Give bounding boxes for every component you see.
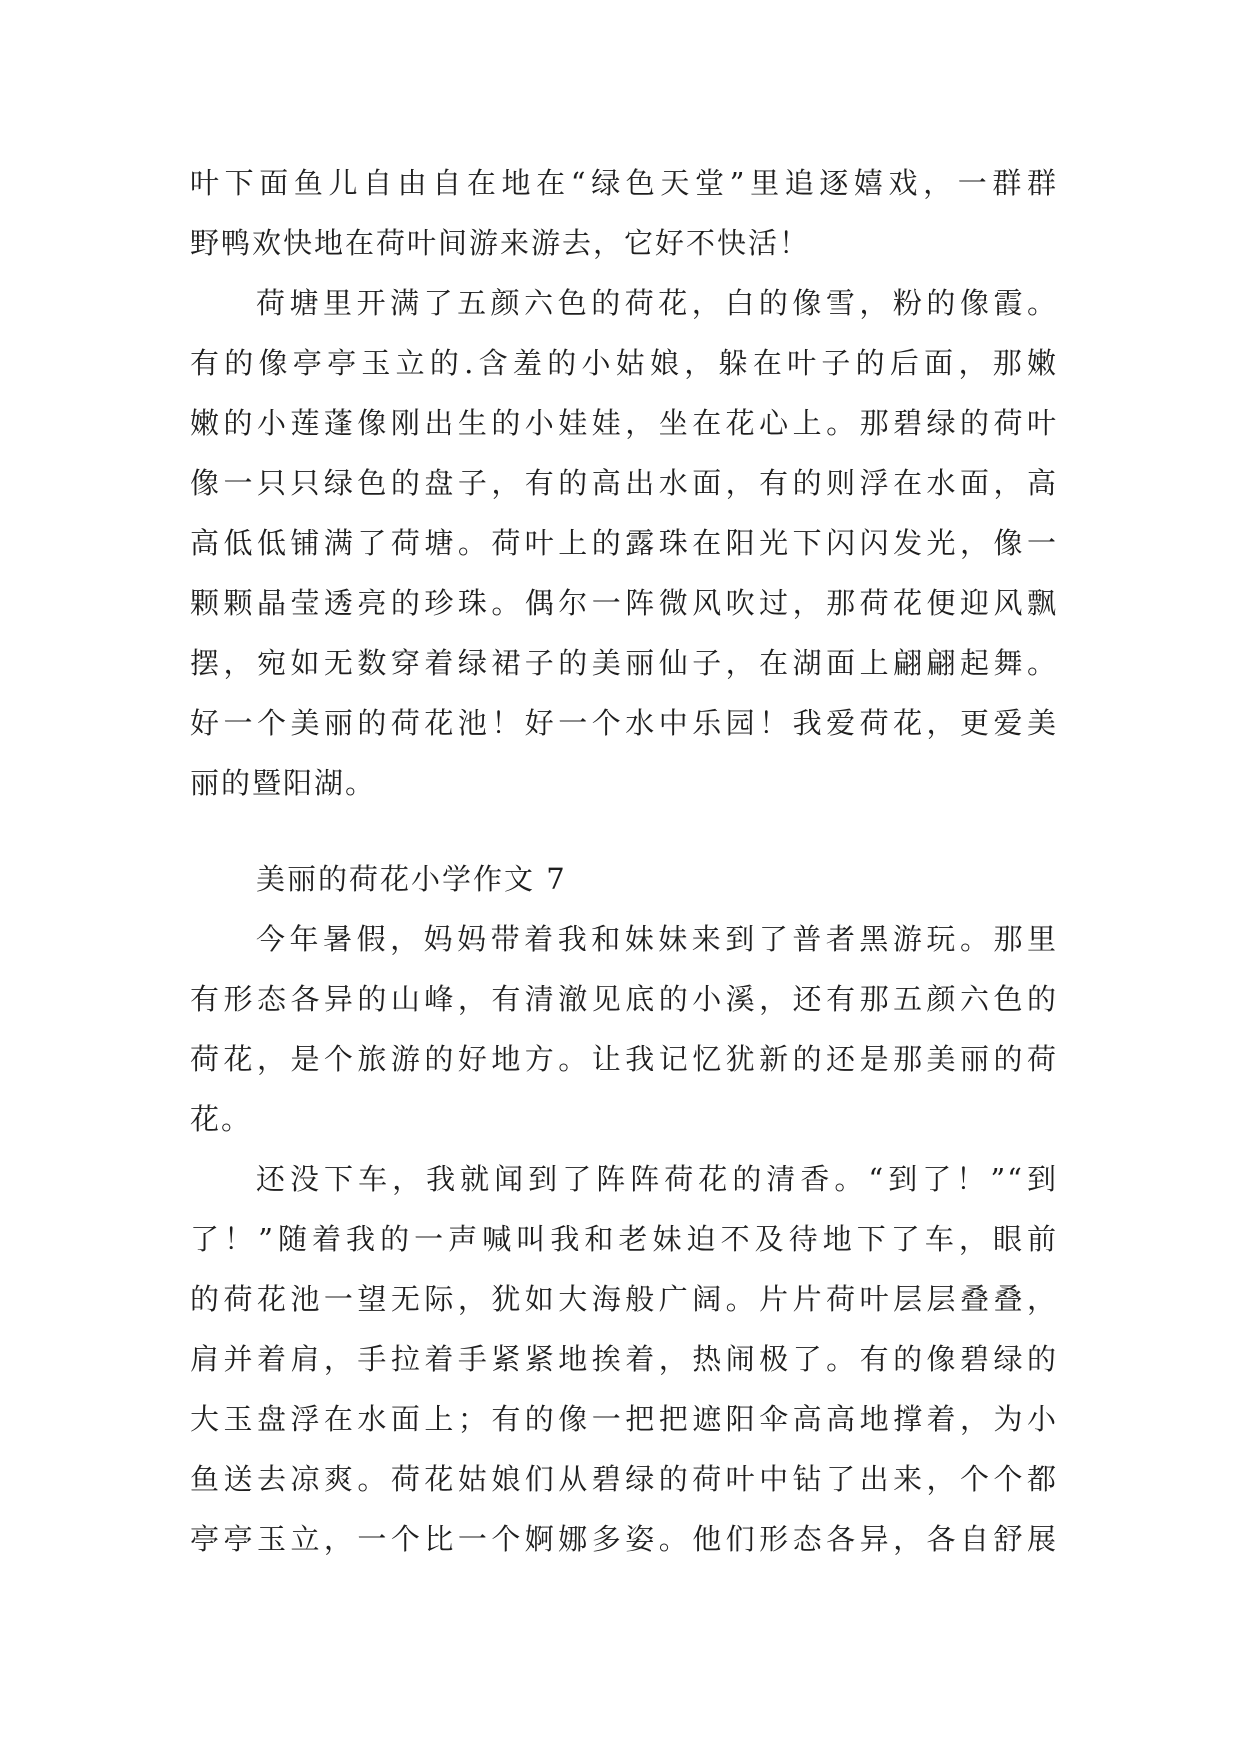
text-line: 叶下面鱼儿自由自在地在“绿色天堂”里追逐嬉戏，一群群 [190, 166, 1058, 200]
essay-title: 美丽的荷花小学作文 7 [256, 862, 567, 896]
paragraph [190, 1149, 1058, 1569]
text-line: 荷花，是个旅游的好地方。让我记忆犹新的还是那美丽的荷 [190, 1042, 1058, 1076]
text-line: 花。 [190, 1102, 253, 1136]
text-line: 亭亭玉立，一个比一个婀娜多姿。他们形态各异，各自舒展 [190, 1522, 1058, 1556]
text-line: 摆，宛如无数穿着绿裙子的美丽仙子，在湖面上翩翩起舞。 [190, 646, 1058, 680]
text-line: 嫩的小莲蓬像刚出生的小娃娃，坐在花心上。那碧绿的荷叶 [190, 406, 1058, 440]
text-line: 野鸭欢快地在荷叶间游来游去，它好不快活！ [190, 226, 811, 260]
text-line: 有的像亭亭玉立的.含羞的小姑娘，躲在叶子的后面，那嫩 [190, 346, 1058, 380]
text-line: 了！”随着我的一声喊叫我和老妹迫不及待地下了车，眼前 [190, 1222, 1058, 1256]
paragraph [190, 909, 1058, 1149]
paragraph [190, 273, 1058, 813]
text-line: 好一个美丽的荷花池！好一个水中乐园！我爱荷花，更爱美 [190, 706, 1058, 740]
text-line: 丽的暨阳湖。 [190, 766, 377, 800]
text-line: 大玉盘浮在水面上；有的像一把把遮阳伞高高地撑着，为小 [190, 1402, 1058, 1436]
text-line: 肩并着肩，手拉着手紧紧地挨着，热闹极了。有的像碧绿的 [190, 1342, 1058, 1376]
paragraph [190, 153, 1058, 273]
text-line: 有形态各异的山峰，有清澈见底的小溪，还有那五颜六色的 [190, 982, 1058, 1016]
text-line: 颗颗晶莹透亮的珍珠。偶尔一阵微风吹过，那荷花便迎风飘 [190, 586, 1058, 620]
text-line: 今年暑假，妈妈带着我和妹妹来到了普者黑游玩。那里 [256, 922, 1058, 956]
document-body [190, 153, 1058, 1569]
text-line: 还没下车，我就闻到了阵阵荷花的清香。“到了！”“到 [256, 1162, 1058, 1196]
text-line: 像一只只绿色的盘子，有的高出水面，有的则浮在水面，高 [190, 466, 1058, 500]
text-line: 的荷花池一望无际，犹如大海般广阔。片片荷叶层层叠叠， [190, 1282, 1058, 1316]
text-line: 高低低铺满了荷塘。荷叶上的露珠在阳光下闪闪发光，像一 [190, 526, 1058, 560]
text-line: 荷塘里开满了五颜六色的荷花，白的像雪，粉的像霞。 [256, 286, 1058, 320]
text-line: 鱼送去凉爽。荷花姑娘们从碧绿的荷叶中钻了出来，个个都 [190, 1462, 1058, 1496]
